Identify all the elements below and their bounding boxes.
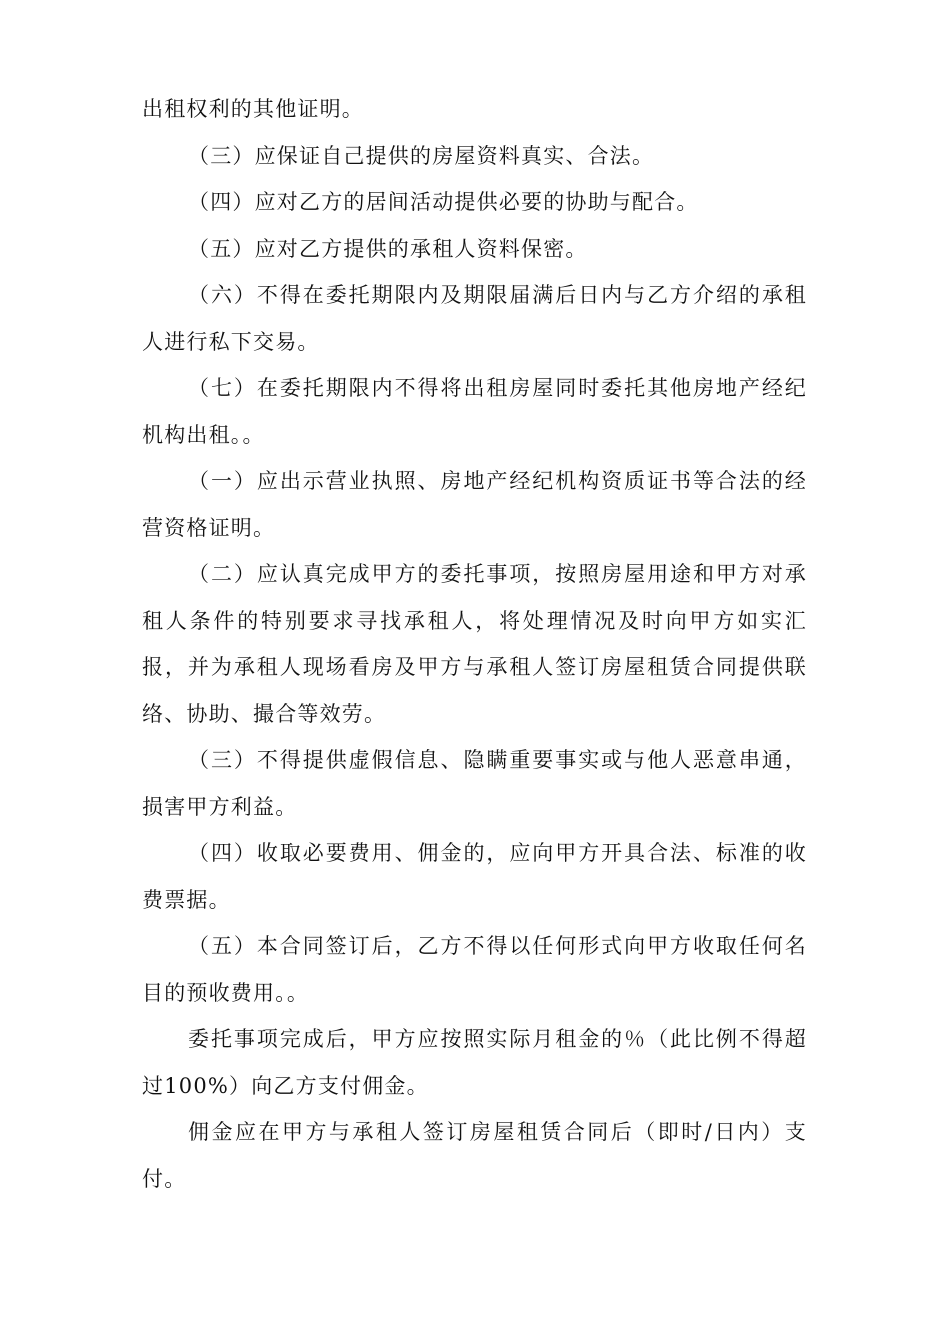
paragraph-item: （二）应认真完成甲方的委托事项，按照房屋用途和甲方对承租人条件的特别要求寻找承租人，将处理情况及时向甲方如实汇报，并为承租人现场看房及甲方与承租人签订房屋租赁合同提供联络、协助、撮合等效劳。 <box>142 562 807 726</box>
paragraph-item: （四）应对乙方的居间活动提供必要的协助与配合。 <box>188 190 699 214</box>
paragraph-item: （七）在委托期限内不得将出租房屋同时委托其他房地产经纪机构出租。。 <box>142 376 807 447</box>
paragraph-payment: 佣金应在甲方与承租人签订房屋租赁合同后（即时/日内）支付。 <box>142 1120 807 1191</box>
paragraph-item: （三）不得提供虚假信息、隐瞒重要事实或与他人恶意串通，损害甲方利益。 <box>142 748 807 819</box>
paragraph-continuation: 出租权利的其他证明。 <box>142 97 364 121</box>
paragraph-item: （六）不得在委托期限内及期限届满后日内与乙方介绍的承租人进行私下交易。 <box>142 283 807 354</box>
paragraph-item: （四）收取必要费用、佣金的，应向甲方开具合法、标准的收费票据。 <box>142 841 807 912</box>
paragraph-item: （一）应出示营业执照、房地产经纪机构资质证书等合法的经营资格证明。 <box>142 469 807 540</box>
paragraph-commission: 委托事项完成后，甲方应按照实际月租金的％（此比例不得超过100%）向乙方支付佣金。 <box>142 1027 807 1098</box>
paragraph-item: （五）本合同签订后，乙方不得以任何形式向甲方收取任何名目的预收费用。。 <box>142 934 807 1005</box>
paragraph-item: （三）应保证自己提供的房屋资料真实、合法。 <box>188 143 655 168</box>
paragraph-item: （五）应对乙方提供的承租人资料保密。 <box>188 236 588 261</box>
document-body <box>142 86 807 1202</box>
